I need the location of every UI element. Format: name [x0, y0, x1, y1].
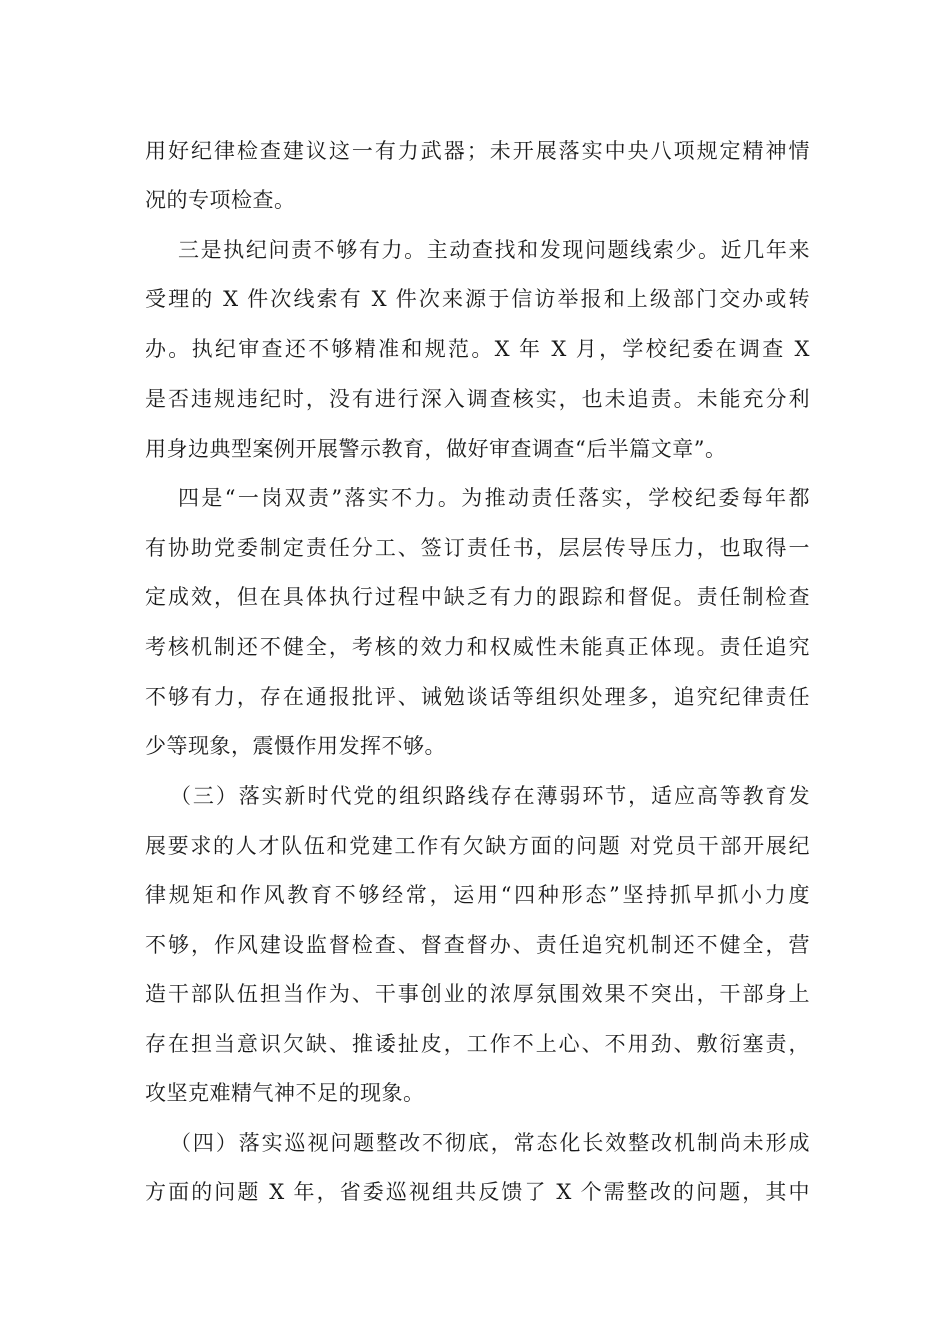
text-line: 少等现象，震慑作用发挥不够。 — [145, 734, 446, 758]
text-line: 攻坚克难精气神不足的现象。 — [145, 1081, 425, 1105]
text-line: 受理的 X 件次线索有 X 件次来源于信访举报和上级部门交办或转 — [145, 287, 810, 311]
text-line: 不够，作风建设监督检查、督查督办、责任追究机制还不健全，营 — [145, 933, 810, 957]
text-line: （四）落实巡视问题整改不彻底，常态化长效整改机制尚未形成 — [170, 1131, 810, 1155]
text-line: 展要求的人才队伍和党建工作有欠缺方面的问题 对党员干部开展纪 — [145, 834, 810, 858]
text-line: 不够有力，存在通报批评、诫勉谈话等组织处理多，追究纪律责任 — [145, 685, 810, 709]
text-line: 律规矩和作风教育不够经常，运用“四种形态”坚持抓早抓小力度 — [145, 883, 810, 907]
text-line: 存在担当意识欠缺、推诿扯皮，工作不上心、不用劲、敷衍塞责， — [145, 1032, 810, 1056]
text-line: 用身边典型案例开展警示教育，做好审查调查“后半篇文章”。 — [145, 437, 727, 461]
text-line: 况的专项检查。 — [145, 188, 296, 212]
text-line: 用好纪律检查建议这一有力武器；未开展落实中央八项规定精神情 — [145, 139, 810, 163]
text-line: 方面的问题 X 年，省委巡视组共反馈了 X 个需整改的问题，其中 — [145, 1180, 810, 1204]
text-line: 办。执纪审查还不够精准和规范。X 年 X 月，学校纪委在调查 X — [145, 337, 810, 361]
text-line: 考核机制还不健全，考核的效力和权威性未能真正体现。责任追究 — [145, 635, 810, 659]
text-line: （三）落实新时代党的组织路线存在薄弱环节，适应高等教育发 — [170, 784, 810, 808]
text-line: 是否违规违纪时，没有进行深入调查核实，也未追责。未能充分利 — [145, 387, 810, 411]
text-line: 四是“一岗双责”落实不力。为推动责任落实，学校纪委每年都 — [178, 486, 810, 510]
text-line: 有协助党委制定责任分工、签订责任书，层层传导压力，也取得一 — [145, 536, 810, 560]
text-line: 定成效，但在具体执行过程中缺乏有力的跟踪和督促。责任制检查 — [145, 585, 810, 609]
text-line: 造干部队伍担当作为、干事创业的浓厚氛围效果不突出，干部身上 — [145, 982, 810, 1006]
text-line: 三是执纪问责不够有力。主动查找和发现问题线索少。近几年来 — [178, 238, 810, 262]
